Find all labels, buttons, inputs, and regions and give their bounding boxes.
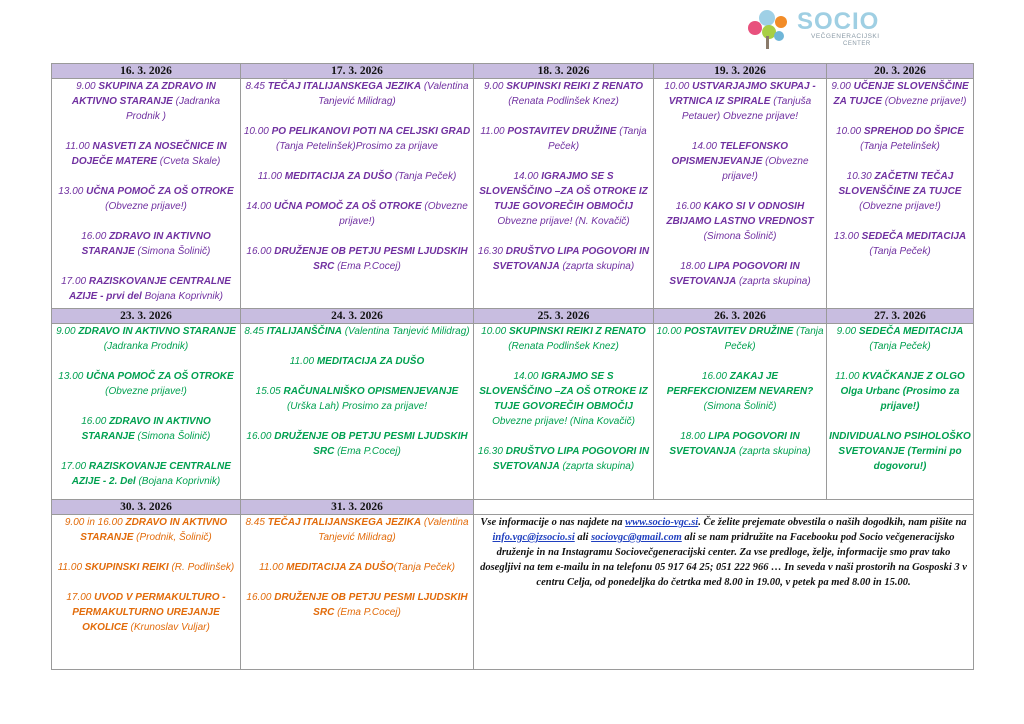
event-time: 13.00 — [58, 186, 87, 197]
event-time: 11.00 — [57, 562, 85, 573]
event-title: ZAKAJ JE PERFEKCIONIZEM NEVAREN? — [666, 371, 814, 397]
day-cell — [52, 79, 241, 309]
event-title: TELEFONSKO OPISMENJEVANJE — [671, 141, 789, 167]
event-note: (zaprta skupina) — [736, 276, 811, 287]
event-item — [656, 259, 824, 289]
event-item — [54, 414, 238, 444]
event-note: Obvezne prijave! (N. Kovačič) — [497, 216, 630, 227]
event-item — [54, 79, 238, 124]
event-item — [656, 199, 824, 244]
event-item — [54, 139, 238, 169]
event-time: 18.00 — [680, 431, 709, 442]
event-time: 16.00 — [246, 592, 275, 603]
day-cell — [52, 515, 241, 670]
event-time: 14.00 — [691, 141, 720, 152]
event-note: (Obvezne prijave!) — [339, 201, 468, 227]
event-item — [243, 590, 471, 620]
event-title: LIPA POGOVORI IN SVETOVANJA — [669, 431, 800, 457]
event-item — [829, 124, 971, 154]
event-title: INDIVIDUALNO PSIHOLOŠKO SVETOVANJE (Termini po dogovoru!) — [829, 431, 971, 472]
event-note: (Tanja Peček) — [869, 246, 931, 257]
day-cell — [827, 324, 974, 500]
event-item — [476, 444, 651, 474]
day-date-header: 16. 3. 2026 — [52, 64, 241, 79]
event-item — [656, 79, 824, 124]
event-item — [54, 184, 238, 214]
event-time: 16.00 — [675, 201, 704, 212]
day-date-header: 18. 3. 2026 — [474, 64, 654, 79]
event-note: (Bojana Koprivnik) — [135, 476, 221, 487]
gmail-link[interactable]: sociovgc@gmail.com — [591, 532, 682, 543]
info-text: ali — [574, 532, 592, 543]
event-note: (Valentina Tanjević Milidrag) — [341, 326, 470, 337]
event-item — [243, 354, 471, 369]
calendar-table — [51, 63, 974, 670]
event-note: (Valentina Tanjević Milidrag) — [318, 81, 469, 107]
event-note: (Simona Šolinič) — [703, 401, 777, 412]
event-time: 14.00 — [246, 201, 275, 212]
event-title: SKUPINSKI REIKI — [84, 562, 169, 573]
event-note: Bojana Koprivnik) — [141, 291, 223, 302]
event-note: (Prodnik, Šolinič) — [133, 532, 212, 543]
day-cell — [474, 324, 654, 500]
event-time: 18.00 — [680, 261, 709, 272]
event-title: UČNA POMOČ ZA OŠ OTROKE — [86, 186, 234, 197]
event-title: SEDEČA MEDITACIJA — [861, 231, 967, 242]
day-date-header: 26. 3. 2026 — [654, 309, 827, 324]
event-title: SKUPINSKI REIKI Z RENATO — [508, 326, 646, 337]
event-title: KAKO SI V ODNOSIH ZBIJAMO LASTNO VREDNOST — [666, 201, 814, 227]
event-item — [476, 169, 651, 229]
event-time: 9.00 — [831, 81, 854, 92]
day-date-header: 19. 3. 2026 — [654, 64, 827, 79]
event-time: 9.00 — [56, 326, 79, 337]
event-time: 13.00 — [58, 371, 87, 382]
event-title: DRUŠTVO LIPA POGOVORI IN SVETOVANJA — [492, 246, 650, 272]
event-time: 11.00 — [835, 371, 863, 382]
week-header-row — [52, 500, 974, 515]
event-item — [54, 274, 238, 304]
day-cell — [241, 79, 474, 309]
event-title: SPREHOD DO ŠPICE — [863, 126, 964, 137]
event-time: 16.00 — [246, 246, 275, 257]
week-events-row — [52, 515, 974, 670]
event-item — [54, 229, 238, 259]
event-time: 16.00 — [81, 416, 110, 427]
day-date-header: 23. 3. 2026 — [52, 309, 241, 324]
event-title: MEDITACIJA ZA DUŠO — [286, 562, 394, 573]
event-item — [476, 324, 651, 354]
event-item — [243, 79, 471, 109]
event-note: (Jadranka Prodnik) — [103, 341, 189, 352]
event-time: 10.00 — [656, 326, 685, 337]
event-title: ZDRAVO IN AKTIVNO STARANJE — [81, 231, 211, 257]
event-item — [54, 560, 238, 575]
event-title: POSTAVITEV DRUŽINE — [684, 326, 794, 337]
event-time: 17.00 — [61, 461, 89, 472]
event-item — [829, 429, 971, 474]
event-time: 8.45 — [245, 517, 268, 528]
event-title: IGRAJMO SE S SLOVENŠČINO –ZA OŠ OTROKE IZ TUJE GOVOREČIH OBMOČIJ — [479, 171, 648, 212]
event-title: MEDITACIJA ZA DUŠO — [284, 171, 393, 182]
week-header-row — [52, 64, 974, 79]
event-item — [476, 369, 651, 429]
event-item — [656, 324, 824, 354]
event-time: 14.00 — [513, 371, 542, 382]
event-title: ZDRAVO IN AKTIVNO STARANJE — [78, 326, 236, 337]
event-time: 16.30 — [477, 246, 506, 257]
event-item — [243, 244, 471, 274]
event-time: 14.00 — [513, 171, 542, 182]
event-note: (Tanja Peček) — [393, 562, 455, 573]
day-date-header: 25. 3. 2026 — [474, 309, 654, 324]
event-note: (Krunoslav Vuljar) — [127, 622, 210, 633]
event-title: SKUPINA ZA ZDRAVO IN AKTIVNO STARANJE — [71, 81, 216, 107]
event-title: DRUŽENJE OB PETJU PESMI LJUDSKIH SRC — [274, 246, 468, 272]
event-note: (Tanja Peček) — [547, 126, 647, 152]
week-events-row — [52, 324, 974, 500]
info-text: . Če želite prejemate obvestila o naših dogodkih, nam pišite na — [698, 517, 967, 528]
email-link[interactable]: info.vgc@jzsocio.si — [492, 532, 575, 543]
day-cell — [654, 324, 827, 500]
event-time: 16.00 — [246, 431, 275, 442]
day-cell — [241, 324, 474, 500]
event-time: 11.00 — [289, 356, 317, 367]
event-item — [243, 429, 471, 459]
event-note: (zaprta skupina) — [559, 261, 635, 272]
event-title: ITALIJANŠČINA — [266, 326, 342, 337]
event-title: KVAČKANJE Z OLGO Olga Urbanc (Prosimo za prijave!) — [840, 371, 965, 412]
event-item — [54, 590, 238, 635]
event-item — [243, 560, 471, 575]
event-title: USTVARJAJMO SKUPAJ - VRTNICA IZ SPIRALE — [668, 81, 816, 107]
event-note: (Obvezne prijave!) — [722, 156, 809, 182]
event-time: 17.00 — [61, 276, 89, 287]
event-time: 16.30 — [477, 446, 506, 457]
info-note — [474, 515, 974, 670]
event-title: UČENJE SLOVENŠČINE ZA TUJCE — [833, 81, 969, 107]
event-time: 17.00 — [66, 592, 95, 603]
event-time: 9.00 — [76, 81, 99, 92]
event-note: (zaprta skupina) — [559, 461, 635, 472]
event-title: NASVETI ZA NOSEČNICE IN DOJEČE MATERE — [71, 141, 227, 167]
event-title: SEDEČA MEDITACIJA — [858, 326, 964, 337]
event-note: (zaprta skupina) — [736, 446, 811, 457]
event-time: 9.00 — [836, 326, 859, 337]
event-title: POSTAVITEV DRUŽINE — [507, 126, 617, 137]
tree-logo-icon — [745, 8, 795, 50]
event-time: 10.00 — [664, 81, 693, 92]
event-time: 10.00 — [836, 126, 864, 137]
event-title: ZDRAVO IN AKTIVNO STARANJE — [81, 416, 211, 442]
event-item — [829, 169, 971, 214]
event-item — [656, 139, 824, 184]
day-cell — [241, 515, 474, 670]
info-text: ali se nam pridružite na Facebooku pod Socio večgeneracijsko druženje in na Instagramu Sociovečgeneracijski center. Za vse predloge, želje, informacije smo prav tako dosegljivi na tem e-mailu in na telefonu 05 917 64 25; 051 222 966 … In seveda v naši prostorih na Gosposki 3 v centru Celja, od ponedeljka do četrtka med 8.00 in 19.00, v petek pa med 8.00 in 15.00. — [480, 532, 967, 588]
event-item — [54, 324, 238, 354]
event-note: (R. Podlinšek) — [168, 562, 235, 573]
event-title: TEČAJ ITALIJANSKEGA JEZIKA — [267, 517, 422, 528]
event-time: 15.05 — [255, 386, 284, 397]
day-cell — [52, 324, 241, 500]
event-time: 10.00 — [481, 326, 509, 337]
event-note: (Simona Šolinič) — [703, 231, 777, 242]
day-cell — [827, 79, 974, 309]
event-note: (Tanja Peček) — [392, 171, 457, 182]
logo-wordmark: SOCIO — [797, 8, 880, 35]
event-note: (Valentina Tanjević Milidrag) — [318, 517, 469, 543]
event-time: 16.00 — [701, 371, 730, 382]
event-title: DRUŽENJE OB PETJU PESMI LJUDSKIH SRC — [274, 431, 468, 457]
event-note: (Renata Podlinšek Knez) — [508, 96, 619, 107]
event-time: 16.00 — [81, 231, 110, 242]
event-item — [829, 369, 971, 414]
event-title: UČNA POMOČ ZA OŠ OTROKE — [86, 371, 234, 382]
event-title: UVOD V PERMAKULTURO - PERMAKULTURNO UREJANJE OKOLICE — [72, 592, 226, 633]
event-note: (Cveta Skale) — [157, 156, 221, 167]
event-item — [476, 244, 651, 274]
event-note: (Obvezne prijave!) — [105, 201, 187, 212]
event-item — [54, 459, 238, 489]
day-date-header: 30. 3. 2026 — [52, 500, 241, 515]
event-note: (Obvezne prijave!) — [882, 96, 967, 107]
day-date-header: 31. 3. 2026 — [241, 500, 474, 515]
event-note: (Ema P.Cocej) — [334, 261, 401, 272]
week-header-row — [52, 309, 974, 324]
event-title: ZDRAVO IN AKTIVNO STARANJE — [80, 517, 228, 543]
event-note: Obvezne prijave! (Nina Kovačič) — [492, 416, 635, 427]
day-date-header: 24. 3. 2026 — [241, 309, 474, 324]
event-title: PO PELIKANOVI POTI NA CELJSKI GRAD — [271, 126, 471, 137]
event-title: DRUŽENJE OB PETJU PESMI LJUDSKIH SRC — [274, 592, 468, 618]
event-title: UČNA POMOČ ZA OŠ OTROKE — [274, 201, 422, 212]
event-note: (Tanja Peček) — [724, 326, 824, 352]
event-item — [243, 384, 471, 414]
day-date-header: 17. 3. 2026 — [241, 64, 474, 79]
event-time: 9.00 — [483, 81, 507, 92]
event-time: 9.00 in 16.00 — [64, 517, 126, 528]
event-time: 8.45 — [244, 326, 267, 337]
event-time: 10.00 — [243, 126, 272, 137]
event-item — [476, 79, 651, 109]
event-time: 11.00 — [480, 126, 508, 137]
event-item — [54, 515, 238, 545]
event-item — [829, 324, 971, 354]
event-time: 13.00 — [833, 231, 862, 242]
event-title: RAZISKOVANJE CENTRALNE AZIJE - prvi del — [69, 276, 231, 302]
event-title: LIPA POGOVORI IN SVETOVANJA — [669, 261, 800, 287]
event-note: (Ema P.Cocej) — [334, 607, 401, 618]
event-note: (Tanjuša Petauer) Obvezne prijave! — [681, 96, 812, 122]
website-link[interactable]: www.socio-vgc.si — [625, 517, 699, 528]
info-text: Vse informacije o nas najdete na — [480, 517, 626, 528]
event-time: 8.45 — [245, 81, 268, 92]
event-note: (Simona Šolinič) — [134, 246, 211, 257]
event-item — [243, 169, 471, 184]
blank-header — [474, 500, 974, 515]
event-title: RAZISKOVANJE CENTRALNE AZIJE - 2. Del — [71, 461, 231, 487]
day-cell — [474, 79, 654, 309]
event-item — [243, 124, 471, 154]
event-item — [243, 324, 471, 339]
event-item — [829, 79, 971, 109]
day-date-header: 20. 3. 2026 — [827, 64, 974, 79]
socio-logo — [745, 8, 915, 50]
day-date-header: 27. 3. 2026 — [827, 309, 974, 324]
event-note: (Tanja Petelinšek)Prosimo za prijave — [276, 141, 438, 152]
event-title: IGRAJMO SE S SLOVENŠČINO –ZA OŠ OTROKE IZ TUJE GOVOREČIH OBMOČIJ — [479, 371, 648, 412]
event-title: MEDITACIJA ZA DUŠO — [316, 356, 425, 367]
logo-subtitle-2: CENTER — [843, 41, 871, 47]
logo-subtitle: VEČGENERACIJSKI — [811, 33, 880, 40]
event-item — [476, 124, 651, 154]
event-note: (Jadranka Prodnik ) — [125, 96, 221, 122]
event-item — [656, 369, 824, 414]
event-time: 11.00 — [259, 562, 287, 573]
event-item — [656, 429, 824, 459]
event-note: (Obvezne prijave!) — [859, 201, 941, 212]
event-time: 11.00 — [257, 171, 285, 182]
event-note: (Renata Podlinšek Knez) — [508, 341, 619, 352]
day-cell — [654, 79, 827, 309]
event-time: 11.00 — [65, 141, 93, 152]
event-note: (Simona Šolinič) — [134, 431, 211, 442]
event-time: 10.30 — [846, 171, 875, 182]
event-item — [243, 199, 471, 229]
event-title: SKUPINSKI REIKI Z RENATO — [506, 81, 644, 92]
event-title: TEČAJ ITALIJANSKEGA JEZIKA — [267, 81, 422, 92]
event-note: (Urška Lah) Prosimo za prijave! — [286, 401, 428, 412]
event-note: (Ema P.Cocej) — [334, 446, 401, 457]
event-title: RAČUNALNIŠKO OPISMENJEVANJE — [283, 386, 459, 397]
event-item — [54, 369, 238, 399]
event-title: DRUŠTVO LIPA POGOVORI IN SVETOVANJA — [492, 446, 650, 472]
event-item — [243, 515, 471, 545]
event-title: ZAČETNI TEČAJ SLOVENŠČINE ZA TUJCE — [838, 171, 962, 197]
event-note: (Obvezne prijave!) — [105, 386, 187, 397]
event-item — [829, 229, 971, 259]
event-note: (Tanja Peček) — [869, 341, 931, 352]
event-note: (Tanja Petelinšek) — [860, 141, 940, 152]
week-events-row — [52, 79, 974, 309]
